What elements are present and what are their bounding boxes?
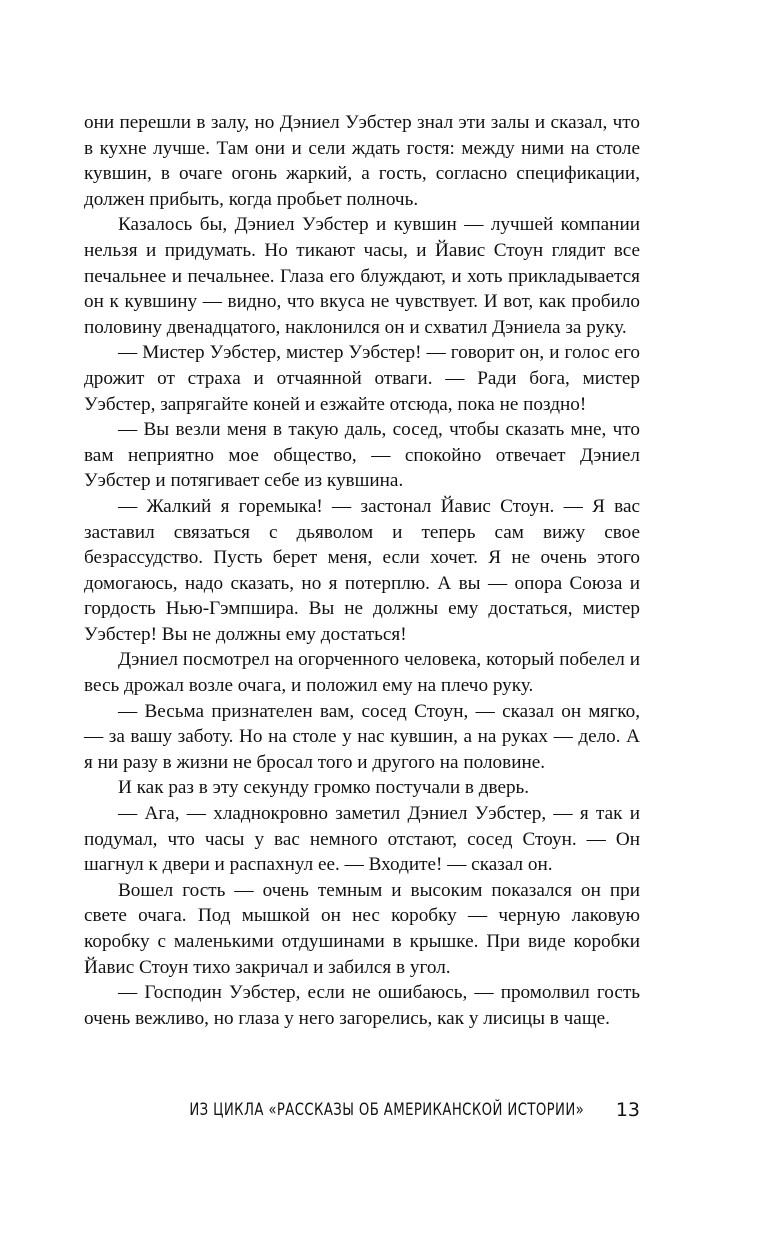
page-footer xyxy=(84,1096,640,1124)
paragraph: И как раз в эту секунду громко постучали в дверь. xyxy=(118,777,530,799)
paragraph: Казалось бы, Дэниел Уэбстер и кувшин — лучшей компании нельзя и придумать. Но тикают часы, и Йавис Стоун глядит все печальнее и печальнее. Глаза его блуждают, и хоть прикладывается он к кувшину — видно, что вкуса не чувствует. И вот, как пробило половину двенадцатого, наклонился он и схватил Дэниела за руку. xyxy=(84,214,640,338)
paragraph: Дэниел посмотрел на огорченного человека, который побелел и весь дрожал возле очага, и положил ему на плечо руку. xyxy=(84,649,640,697)
paragraph: Вошел гость — очень темным и высоким показался он при свете очага. Под мышкой он нес коробку — черную лаковую коробку с маленькими отдушинами в крышке. При виде коробки Йавис Стоун тихо закричал и забился в угол. xyxy=(84,879,640,978)
paragraph: они перешли в залу, но Дэниел Уэбстер знал эти залы и сказал, что в кухне лучше. Там они и сели ждать гостя: между ними на столе кувшин, в очаге огонь жаркий, а гость, согласно спецификации, должен прибыть, когда пробьет полночь. xyxy=(84,112,640,210)
paragraph: — Господин Уэбстер, если не ошибаюсь, — промолвил гость очень вежливо, но глаза у него загорелись, как у лисицы в чаще. xyxy=(84,982,640,1029)
paragraph: — Весьма признателен вам, сосед Стоун, — сказал он мягко, — за вашу заботу. Но на столе у нас кувшин, а на руках — дело. А я ни разу в жизни не бросал того и другого на половине. xyxy=(84,700,640,773)
running-head: ИЗ ЦИКЛА «РАССКАЗЫ ОБ АМЕРИКАНСКОЙ ИСТОРИИ» xyxy=(188,1100,584,1120)
paragraph: — Ага, — хладнокровно заметил Дэниел Уэбстер, — я так и подумал, что часы у вас немного отстают, сосед Стоун. — Он шагнул к двери и распахнул ее. — Входите! — сказал он. xyxy=(84,803,640,876)
body-text xyxy=(84,110,640,1031)
paragraph: — Жалкий я горемыка! — застонал Йавис Стоун. — Я вас заставил связаться с дьяволом и теперь сам вижу свое безрассудство. Пусть берет меня, если хочет. Я не очень этого домогаюсь, надо сказать, но я потерплю. А вы — опора Союза и гордость Нью-Гэмпшира. Вы не должны ему достаться, мистер Уэбстер! Вы не должны ему достаться! xyxy=(84,495,640,645)
paragraph: — Вы везли меня в такую даль, сосед, чтобы сказать мне, что вам неприятно мое общество, — спокойно отвечает Дэниел Уэбстер и потягивает себе из кувшина. xyxy=(84,419,640,492)
page-number: 13 xyxy=(615,1099,640,1121)
paragraph: — Мистер Уэбстер, мистер Уэбстер! — говорит он, и голос его дрожит от страха и отчаянной отваги. — Ради бога, мистер Уэбстер, запрягайте коней и езжайте отсюда, пока не поздно! xyxy=(84,342,640,415)
